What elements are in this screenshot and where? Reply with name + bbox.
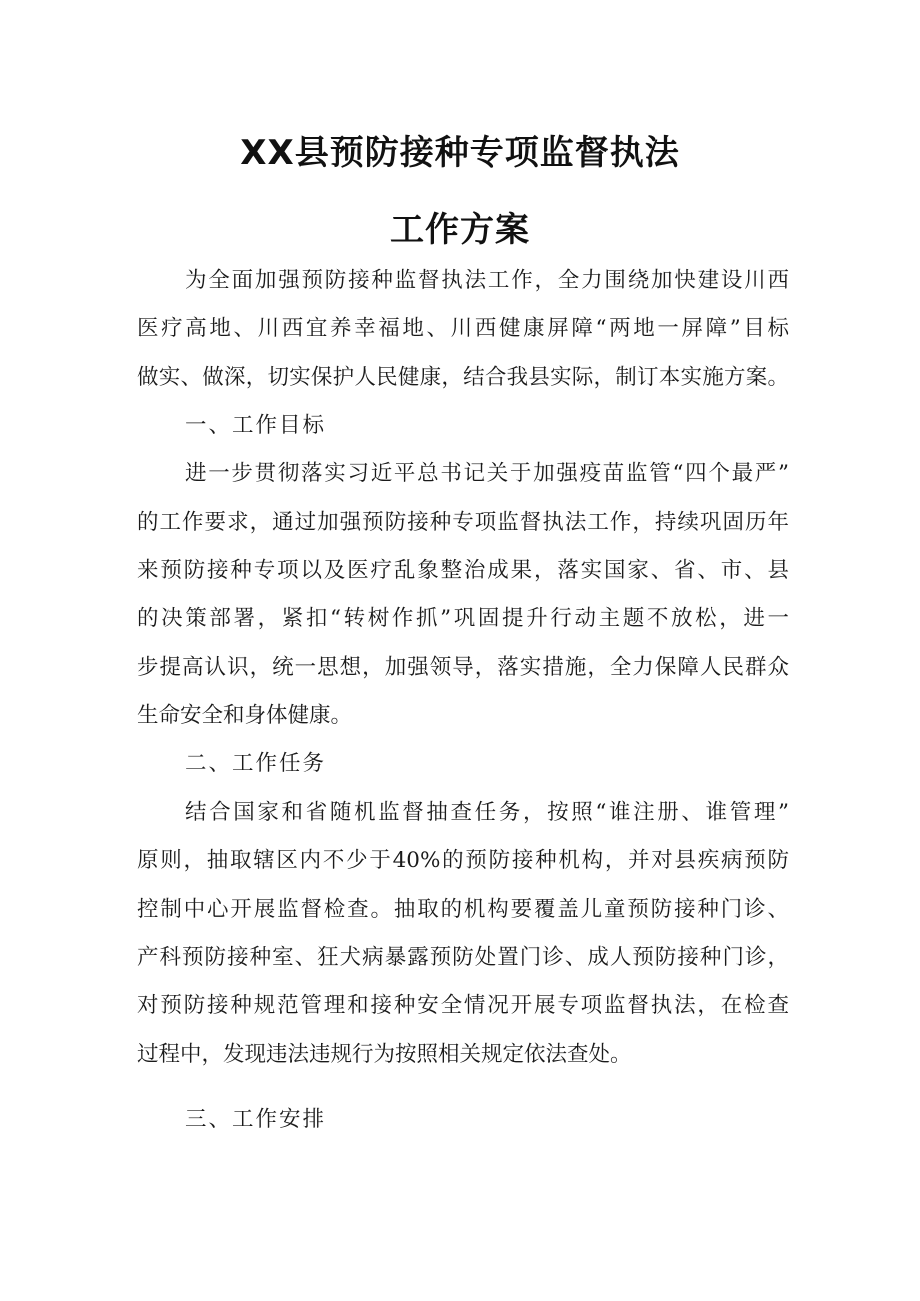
section-1-line-5: 步提高认识，统一思想，加强领导，落实措施，全力保障人民群众 (137, 655, 789, 680)
section-1-line-2: 的工作要求，通过加强预防接种专项监督执法工作，持续巩固历年 (137, 510, 789, 535)
section-2-heading: 二、工作任务 (185, 751, 327, 776)
document-title-line-1: XX县预防接种专项监督执法 (240, 133, 680, 173)
section-2-line-2: 原则，抽取辖区内不少于40%的预防接种机构，并对县疾病预防 (137, 848, 789, 873)
section-1-line-1: 进一步贯彻落实习近平总书记关于加强疫苗监管“四个最严” (185, 461, 789, 486)
intro-line-2: 医疗高地、川西宜养幸福地、川西健康屏障“两地一屏障”目标 (137, 316, 789, 341)
section-1-line-4: 的决策部署，紧扣“转树作抓”巩固提升行动主题不放松，进一 (137, 606, 789, 631)
section-2-line-6: 过程中，发现违法违规行为按照相关规定依法查处。 (137, 1042, 632, 1067)
section-1-heading: 一、工作目标 (185, 413, 327, 438)
section-2-line-5: 对预防接种规范管理和接种安全情况开展专项监督执法，在检查 (137, 993, 789, 1018)
intro-line-3: 做实、做深，切实保护人民健康，结合我县实际，制订本实施方案。 (137, 365, 789, 390)
document-title-line-2: 工作方案 (390, 210, 530, 250)
section-2-line-4: 产科预防接种室、狂犬病暴露预防处置门诊、成人预防接种门诊， (137, 945, 789, 970)
section-1-line-6: 生命安全和身体健康。 (137, 703, 353, 728)
section-2-line-3: 控制中心开展监督检查。抽取的机构要覆盖儿童预防接种门诊、 (137, 897, 789, 922)
intro-line-1: 为全面加强预防接种监督执法工作，全力围绕加快建设川西 (185, 268, 789, 293)
section-2-line-1: 结合国家和省随机监督抽查任务，按照“谁注册、谁管理” (185, 800, 789, 825)
section-3-heading: 三、工作安排 (185, 1107, 327, 1132)
section-1-line-3: 来预防接种专项以及医疗乱象整治成果，落实国家、省、市、县 (137, 558, 789, 583)
